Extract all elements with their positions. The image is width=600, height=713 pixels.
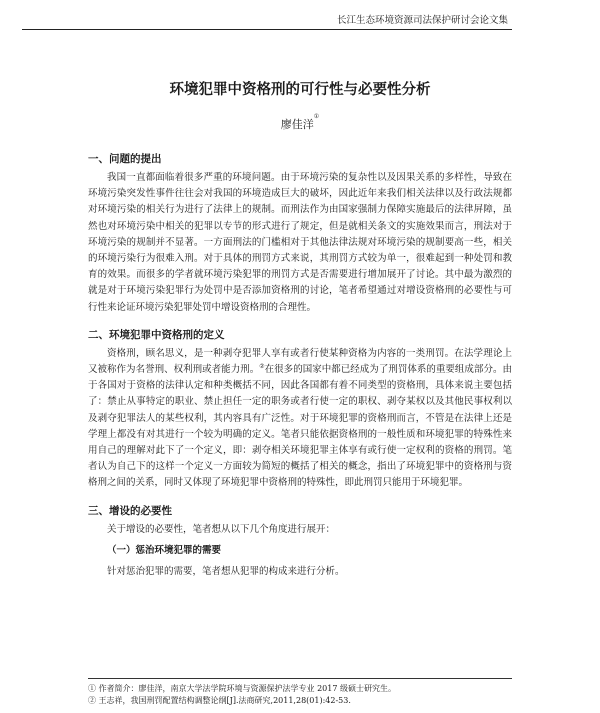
paper-title: 环境犯罪中资格刑的可行性与必要性分析 [169, 82, 431, 98]
author-note-marker: ① [313, 113, 320, 120]
footnote: ② 王志祥，我国刑罚配置结构调整论纲[J].法商研究,2011,28(01):42-53. [88, 696, 351, 705]
paragraph: 关于增设的必要性，笔者想从以下几个角度进行展开： [107, 523, 336, 535]
section-heading: 三、增设的必要性 [88, 504, 172, 517]
paper-body [88, 148, 512, 580]
paragraph-text: 资格刑，顾名思义，是一种剥夺犯罪人享有或者行使某种资格为内容的一类刑罚。在法学理论上又被称作为名誉刑、权利刑或者能力刑。 [88, 347, 512, 376]
subsection-heading: （一）惩治环境犯罪的需要 [107, 544, 222, 556]
paragraph: 我国一直都面临着很多严重的环境问题。由于环境污染的复杂性以及因果关系的多样性，导致在环境污染突发性事件往往会对我国的环境造成巨大的破坏，因此近年来我们相关法律以及行政法规都对环境污染的相关行为进行了法律上的规制。而刑法作为由国家强制力保障实施最后的法律屏障，虽然也对环境污染中相关的犯罪以专节的形式进行了规定，但是就相关条文的实施效果而言，刑法对于环境污染的规制并不显著。一方面刑法的门槛相对于其他法律法规对环境污染的规制要高一些，相关的环境污染行为很难入刑。对于具体的刑罚方式来说，其刑罚方式较为单一，很难起到一种处罚和教育的效果。而很多的学者就环境污染犯罪的刑罚方式是否需要进行增加展开了讨论。其中最为激烈的就是对于环境污染犯罪行为处罚中是否添加资格刑的讨论，笔者希望通过对增设资格刑的必要性与可行性来论证环境污染犯罪处罚中增设资格刑的合理性。 [88, 172, 512, 313]
section-heading: 二、环境犯罪中资格刑的定义 [88, 328, 225, 341]
citation-marker: ② [259, 362, 265, 370]
running-head-text: 长江生态环境资源司法保护研讨会论文集 [333, 12, 508, 26]
section-heading: 一、问题的提出 [88, 153, 162, 165]
paragraph: 针对惩治犯罪的需要，笔者想从犯罪的构成来进行分析。 [107, 565, 345, 577]
author-line [0, 113, 600, 132]
footnotes [88, 678, 512, 707]
paragraph [88, 346, 512, 492]
footnote: ① 作者简介：廖佳洋，南京大学法学院环境与资源保护法学专业 2017 级硕士研究生。 [88, 684, 396, 693]
running-head [22, 11, 512, 30]
author-name: 廖佳洋 [280, 118, 314, 131]
paragraph-text: 在很多的国家中都已经成为了刑罚体系的重要组成部分。由于各国对于资格的法律认定和种类概括不同，因此各国都有着不同类型的资格刑，具体来说主要包括了：禁止从事特定的职业、禁止担任一定的职务或者行使一定的职权、剥夺某权以及其他民事权利以及剥夺犯罪法人的某些权利，其内容具有广泛性。对于环境犯罪的资格刑而言，不管是在法律上还是学理上都没有对其进行一个较为明确的定义。笔者只能依据资格刑的一般性质和环境犯罪的特殊性来用自己的理解对此下了一个定义，即：剥夺相关环境犯罪主体享有或行使一定权利的资格的刑罚。笔者认为自己下的这样一个定义一方面较为简短的概括了相关的概念，指出了环境犯罪中的资格刑与资格刑之间的关系，同时又体现了环境犯罪中资格刑的特殊性，即此刑罚只能用于环境犯罪。 [88, 364, 512, 489]
